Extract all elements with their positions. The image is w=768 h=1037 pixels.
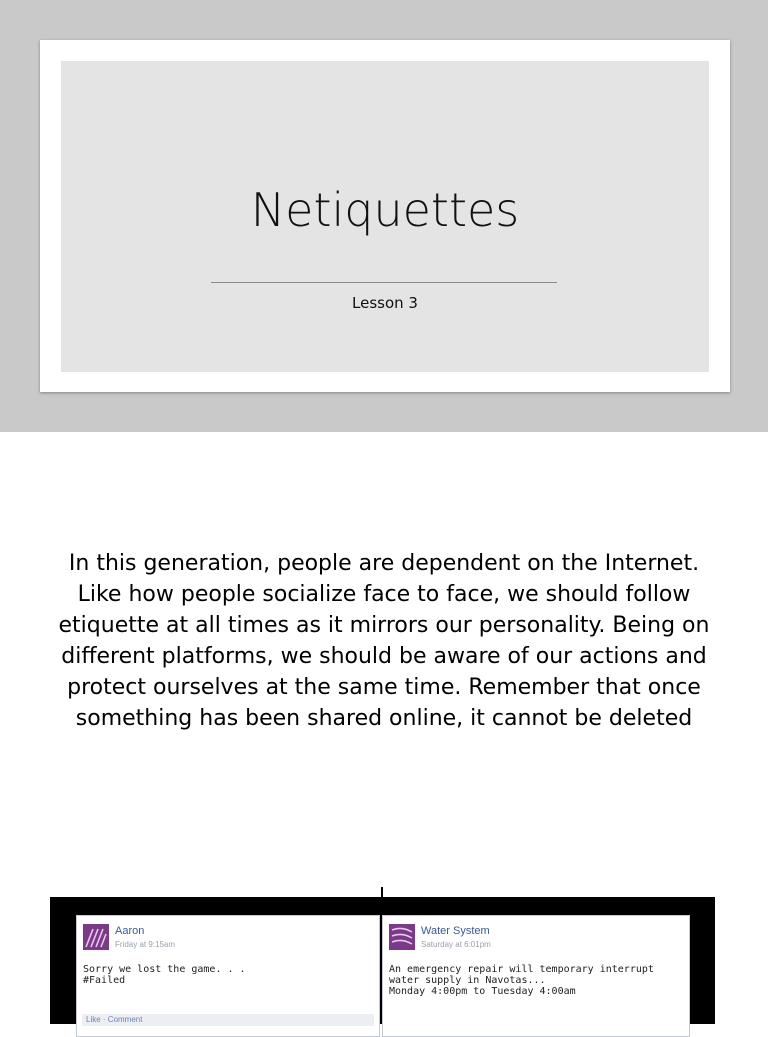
post-author: Water System	[421, 925, 490, 937]
avatar-icon	[83, 924, 109, 950]
slide-title: Netiquettes	[250, 183, 520, 237]
intro-paragraph: In this generation, people are dependent on the Internet. Like how people socialize face to face, we should follow etiquette at all times as it mirrors our personality. Being on different platforms, we should be aware of our actions and protect ourselves at the same time. Remember that once something has been shared online, it cannot be deleted	[58, 551, 710, 731]
post-card	[382, 915, 690, 1037]
slide-subtitle: Lesson 3	[352, 294, 418, 312]
social-posts-image	[50, 897, 715, 1024]
title-divider	[211, 282, 557, 283]
avatar-icon	[389, 924, 415, 950]
post-actions: Like · Comment	[82, 1014, 374, 1026]
post-timestamp: Saturday at 6:01pm	[421, 940, 491, 949]
slide-backdrop	[0, 0, 768, 432]
post-author: Aaron	[115, 925, 145, 937]
title-slide	[40, 40, 730, 392]
post-card	[76, 915, 380, 1037]
post-body: An emergency repair will temporary interrupt water supply in Navotas... Monday 4:00pm to Tuesday 4:00am	[389, 964, 654, 997]
title-slide-panel	[61, 61, 709, 372]
post-timestamp: Friday at 9:15am	[115, 940, 176, 949]
post-body: Sorry we lost the game. . . #Failed	[83, 964, 246, 986]
